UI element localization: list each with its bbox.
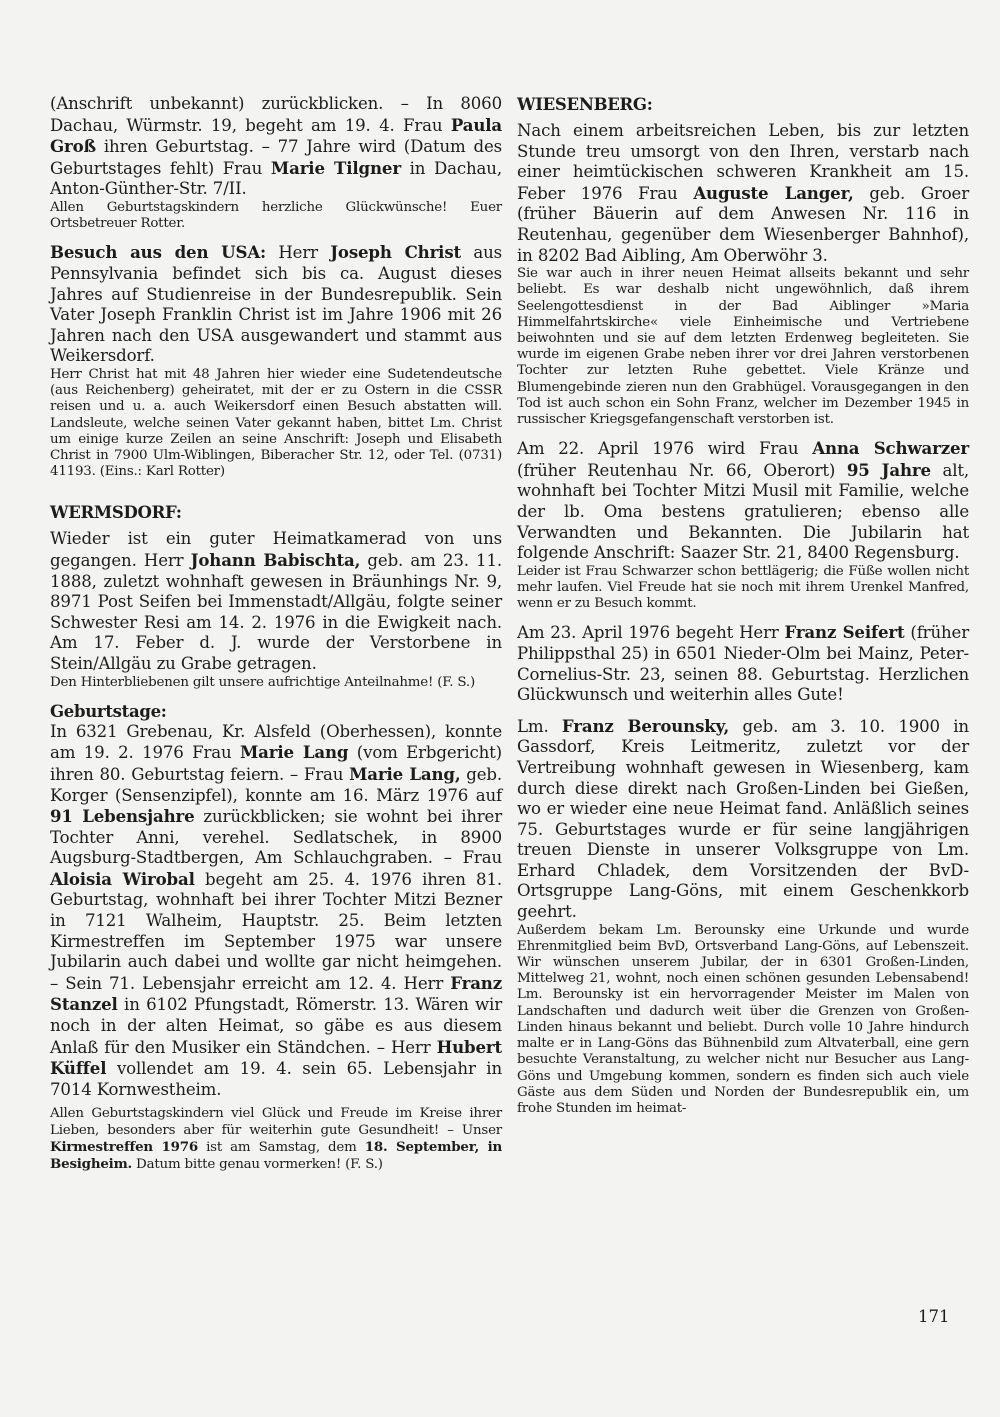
bold-name: Anna Schwarzer: [812, 438, 970, 459]
wiesenberg-note: Sie war auch in ihrer neuen Heimat allseits bekannt und sehr beliebt. Es war deshalb nicht ungewöhnlich, daß ihrem Seelengottesdienst in der Bad Aiblinger »Maria Himmelfahrtskirche« viele Einheimische und Vertriebene beiwohnten und sie auf dem letzten Erdenweg begleiteten. Sie wurde im eigenen Grabe neben ihrer vor drei Jahren verstorbenen Tochter zur letzten Ruhe gebettet. Viele Kränze und Blumengebinde zieren nun den Grabhügel. Vorausgegangen in den Tod ist auch schon ein Sohn Franz, welcher im Dezember 1945 in russischer Kriegsgefangenschaft verstorben ist.: [517, 266, 969, 427]
bold-name: Franz Seifert: [784, 622, 905, 643]
wermsdorf-note: Den Hinterbliebenen gilt unsere aufrichtige Anteilnahme! (F. S.): [50, 674, 475, 690]
section-heading-wermsdorf: WERMSDORF:: [50, 503, 182, 523]
wermsdorf-paragraph: Wieder ist ein guter Heimatkamerad von uns gegangen. Herr Johann Babischta, geb. am 23. 11. 1888, zuletzt wohnhaft gewesen in Bräunhings Nr. 9, 8971 Post Seifen bei Immenstadt/Allgäu, folgte seiner Schwester Resi am 14. 2. 1976 in die Ewigkeit nach. Am 17. Feber d. J. wurde der Verstorbene in Stein/Allgäu zu Grabe getragen.: [50, 529, 502, 673]
bold-name: Marie Lang: [239, 742, 349, 763]
page-number: 171: [918, 1307, 950, 1326]
bold-name: Joseph Christ: [330, 242, 462, 263]
usa-visit-paragraph: Besuch aus den USA: Herr Joseph Christ aus Pennsylvania befindet sich bis ca. August dieses Jahres auf Studienreise in der Bundesrepublik. Sein Vater Joseph Franklin Christ ist im Jahre 1906 mit 26 Jahren nach den USA ausgewandert und stammt aus Weikersdorf.: [50, 242, 502, 366]
bold-name: Marie Tilgner: [270, 157, 401, 178]
bold-name: Aloisia Wirobal: [50, 868, 195, 889]
berounsky-note: Außerdem bekam Lm. Berounsky eine Urkunde und wurde Ehrenmitglied beim BvD, Ortsverband Lang-Göns, auf Lebenszeit. Wir wünschen unserem Jubilar, der in 6301 Großen-Linden, Mittelweg 21, wohnt, noch einen schönen gesunden Lebensabend! Lm. Berounsky ist ein hervorragender Meister im Malen von Landschaften und dadurch weit über die Grenzen von Großen-Linden hinaus bekannt und beliebt. Durch volle 10 Jahre hindurch malte er in Lang-Göns das Bühnenbild zum Altvaterball, eine gern besuchte Veranstaltung, zu welcher nicht nur Besucher aus Lang-Göns und Umgebung kommen, sondern es finden sich auch viele Gäste aus dem Süden und Norden der Bundesrepublik ein, um frohe Stunden im heimat-: [517, 922, 969, 1116]
bold-name: Hubert Küffel: [50, 1036, 502, 1079]
bold-name: Johann Babischta,: [190, 549, 361, 570]
section-heading-birthdays: Geburtstage:: [50, 701, 167, 721]
bold-name: Franz Stanzel: [50, 972, 502, 1015]
intro-note: Allen Geburtstagskindern herzliche Glückwünsche! Euer Ortsbetreuer Rotter.: [50, 199, 502, 232]
berounsky-paragraph: Lm. Franz Berounsky, geb. am 3. 10. 1900 in Gassdorf, Kreis Leitmeritz, zuletzt vor der Vertreibung wohnhaft gewesen in Wiesenberg, kam durch diese direkt nach Großen-Linden bei Gießen, wo er wieder eine neue Heimat fand. Anläßlich seines 75. Geburtstages wurde er für seine langjährigen treuen Dienste in unserer Volksgruppe von Lm. Erhard Chladek, dem Vorsitzenden der BvD-Ortsgruppe Lang-Göns, mit einem Geschenkkorb geehrt.: [517, 715, 969, 922]
schwarzer-note: Leider ist Frau Schwarzer schon bettlägerig; die Füße wollen nicht mehr laufen. Viel Freude hat sie noch mit ihrem Urenkel Manfred, wenn er zu Besuch kommt.: [517, 563, 969, 612]
usa-visit-note: Herr Christ hat mit 48 Jahren hier wieder eine Sudetendeutsche (aus Reichenberg) geheiratet, mit der er zu Ostern in die CSSR reisen und u. a. auch Weikersdorf einen Besuch abstatten will. Landsleute, welche seinen Vater gekannt haben, bittet Lm. Christ um einige kurze Zeilen an seine Anschrift: Joseph und Elisabeth Christ in 7900 Ulm-Wiblingen, Biberacher Str. 12, oder Tel. (0731) 41193. (Eins.: Karl Rotter): [50, 366, 502, 480]
bold-name: 18. September, in Besigheim.: [50, 1138, 502, 1173]
bold-name: Besuch aus den USA:: [50, 242, 267, 263]
bold-name: Auguste Langer,: [693, 182, 854, 203]
bold-name: 91 Lebensjahre: [50, 806, 195, 827]
left-column: [50, 94, 502, 1173]
bold-name: Franz Berounsky,: [561, 715, 730, 736]
bold-name: Marie Lang,: [349, 763, 461, 784]
bold-name: Kirmestreffen 1976: [50, 1138, 198, 1155]
intro-paragraph: (Anschrift unbekannt) zurückblicken. – In 8060 Dachau, Würmstr. 19, begeht am 19. 4. Frau Paula Groß ihren Geburtstag. – 77 Jahre wird (Datum des Geburtstages fehlt) Frau Marie Tilgner in Dachau, Anton-Günther-Str. 7/II.: [50, 94, 502, 199]
bold-name: 95 Jahre: [846, 459, 931, 480]
birthdays-paragraph: In 6321 Grebenau, Kr. Alsfeld (Oberhessen), konnte am 19. 2. 1976 Frau Marie Lang (vom Erbgericht) ihren 80. Geburtstag feiern. – Frau Marie Lang, geb. Korger (Sensenzipfel), konnte am 16. März 1976 auf 91 Lebensjahre zurückblicken; sie wohnt bei ihrer Tochter Anni, verehel. Sedlatschek, in 8900 Augsburg-Stadtbergen, Am Schlauchgraben. – Frau Aloisia Wirobal begeht am 25. 4. 1976 ihren 81. Geburtstag, wohnhaft bei ihrer Tochter Mitzi Bezner in 7121 Walheim, Hauptstr. 25. Beim letzten Kirmestreffen im September 1975 war unsere Jubilarin auch dabei und wollte gar nicht heimgehen. – Sein 71. Lebensjahr erreicht am 12. 4. Herr Franz Stanzel in 6102 Pfungstadt, Römerstr. 13. Wären wir noch in der alten Heimat, so gäbe es aus diesem Anlaß für den Musiker ein Ständchen. – Herr Hubert Küffel vollendet am 19. 4. sein 65. Lebensjahr in 7014 Kornwestheim.: [50, 721, 503, 1099]
section-heading-wiesenberg: WIESENBERG:: [517, 95, 653, 114]
birthdays-note: Allen Geburtstagskindern viel Glück und Freude im Kreise ihrer Lieben, besonders aber für weiterhin gute Gesundheit! – Unser Kirmestreffen 1976 ist am Samstag, dem 18. September, in Besigheim. Datum bitte genau vormerken! (F. S.): [50, 1106, 502, 1173]
right-column: [517, 94, 969, 1117]
bold-name: Paula Groß: [50, 114, 502, 157]
seifert-paragraph: Am 23. April 1976 begeht Herr Franz Seifert (früher Philippsthal 25) in 6501 Nieder-Olm bei Mainz, Peter-Cornelius-Str. 23, seinen 88. Geburtstag. Herzlichen Glückwunsch und weiterhin alles Gute!: [517, 622, 969, 705]
wiesenberg-paragraph: Nach einem arbeitsreichen Leben, bis zur letzten Stunde treu umsorgt von den Ihren, verstarb nach einer heimtückischen schweren Krankheit am 15. Feber 1976 Frau Auguste Langer, geb. Groer (früher Bäuerin auf dem Anwesen Nr. 116 in Reutenhau, gegenüber dem Wiesenberger Bahnhof), in 8202 Bad Aibling, Am Oberwöhr 3.: [517, 121, 970, 265]
schwarzer-paragraph: Am 22. April 1976 wird Frau Anna Schwarzer (früher Reutenhau Nr. 66, Oberort) 95 Jahre alt, wohnhaft bei Tochter Mitzi Musil mit Familie, welche der lb. Oma bestens gratulieren; ebenso alle Verwandten und Bekannten. Die Jubilarin hat folgende Anschrift: Saazer Str. 21, 8400 Regensburg.: [517, 438, 970, 563]
